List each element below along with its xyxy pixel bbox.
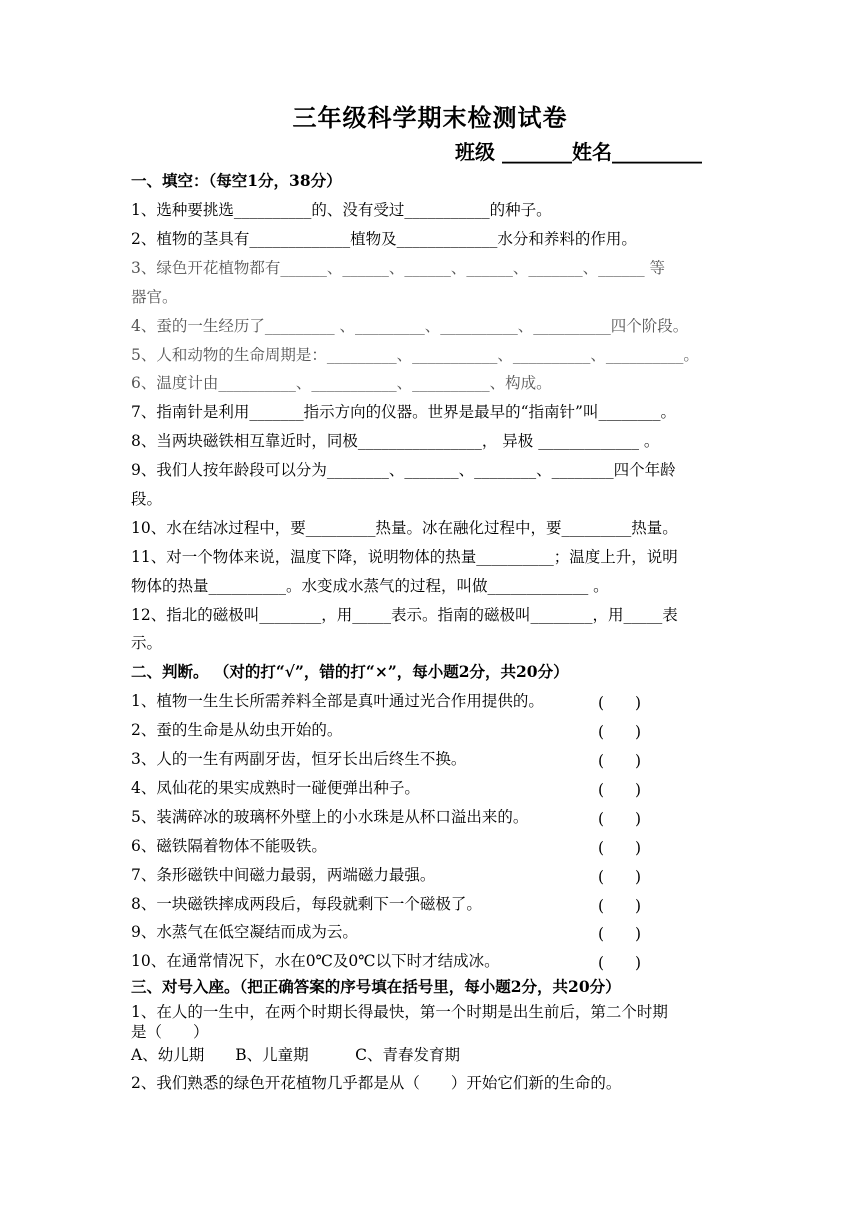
answer-parentheses[interactable]: ( ): [598, 954, 642, 972]
question-line: 10、水在结冰过程中，要_________热量。冰在融化过程中，要_________热量。: [131, 519, 678, 537]
answer-parentheses[interactable]: ( ): [598, 781, 642, 799]
question-line: 7、指南针是利用_______指示方向的仪器。世界是最早的“指南针”叫________。: [131, 403, 676, 421]
question-line: 9、我们人按年龄段可以分为________、_______、________、________四个年龄: [131, 461, 676, 479]
class-name-line: 班级 _______姓名_________: [455, 140, 702, 164]
judge-item: 5、装满碎冰的玻璃杯外壁上的小水珠是从杯口溢出来的。: [131, 808, 529, 826]
answer-parentheses[interactable]: ( ): [598, 839, 642, 857]
question-line: 8、当两块磁铁相互靠近时，同极________________， 异极 _____________ 。: [131, 432, 660, 450]
question-line: 5、人和动物的生命周期是：_________、___________、__________、__________。: [131, 346, 699, 364]
question-line: 物体的热量__________。水变成水蒸气的过程，叫做_____________ 。: [131, 577, 609, 595]
choice-question: 1、在人的一生中，在两个时期长得最快，第一个时期是出生前后，第二个时期: [131, 1003, 668, 1021]
section-heading-fill: 一、填空：（每空1分，38分）: [131, 171, 342, 190]
question-line: 器官。: [131, 288, 178, 306]
question-line: 示。: [131, 634, 163, 652]
choice-question: 是（ ）: [131, 1023, 209, 1041]
judge-item: 10、在通常情况下，水在0℃及0℃以下时才结成冰。: [131, 952, 500, 970]
question-line: 12、指北的磁极叫________，用_____表示。指南的磁极叫________，用_____表: [131, 606, 678, 624]
question-line: 2、植物的茎具有_____________植物及_____________水分和养料的作用。: [131, 230, 637, 248]
judge-item: 4、凤仙花的果实成熟时一碰便弹出种子。: [131, 779, 420, 797]
question-line: 4、蚕的一生经历了_________ 、_________、__________、__________四个阶段。: [131, 317, 689, 335]
choice-question: 2、我们熟悉的绿色开花植物几乎都是从（ ）开始它们新的生命的。: [131, 1074, 622, 1092]
answer-parentheses[interactable]: ( ): [598, 810, 642, 828]
judge-item: 2、蚕的生命是从幼虫开始的。: [131, 721, 343, 739]
answer-parentheses[interactable]: ( ): [598, 752, 642, 770]
question-line: 3、绿色开花植物都有______、______、______、______、_______、______ 等: [131, 259, 666, 277]
judge-item: 7、条形磁铁中间磁力最弱，两端磁力最强。: [131, 866, 436, 884]
judge-item: 8、一块磁铁摔成两段后，每段就剩下一个磁极了。: [131, 895, 482, 913]
section-heading-judge: 二、判断。 （对的打“√”，错的打“×”，每小题2分，共20分）: [131, 662, 569, 681]
answer-parentheses[interactable]: ( ): [598, 868, 642, 886]
answer-parentheses[interactable]: ( ): [598, 723, 642, 741]
section-heading-choice: 三、对号入座。（把正确答案的序号填在括号里，每小题2分，共20分）: [131, 977, 621, 996]
judge-item: 6、磁铁隔着物体不能吸铁。: [131, 837, 327, 855]
answer-parentheses[interactable]: ( ): [598, 897, 642, 915]
judge-item: 3、人的一生有两副牙齿，恒牙长出后终生不换。: [131, 750, 467, 768]
question-line: 6、温度计由__________、___________、__________、构成。: [131, 374, 552, 392]
answer-parentheses[interactable]: ( ): [598, 925, 642, 943]
page-title: 三年级科学期末检测试卷: [292, 103, 568, 132]
question-line: 1、选种要挑选__________的、没有受过___________的种子。: [131, 201, 552, 219]
judge-item: 9、水蒸气在低空凝结而成为云。: [131, 923, 358, 941]
answer-parentheses[interactable]: ( ): [598, 694, 642, 712]
question-line: 段。: [131, 490, 163, 508]
question-line: 11、对一个物体来说，温度下降，说明物体的热量__________；温度上升，说明: [131, 548, 678, 566]
judge-item: 1、植物一生生长所需养料全部是真叶通过光合作用提供的。: [131, 692, 544, 710]
choice-options: A、幼儿期 B、儿童期 C、青春发育期: [131, 1046, 460, 1064]
